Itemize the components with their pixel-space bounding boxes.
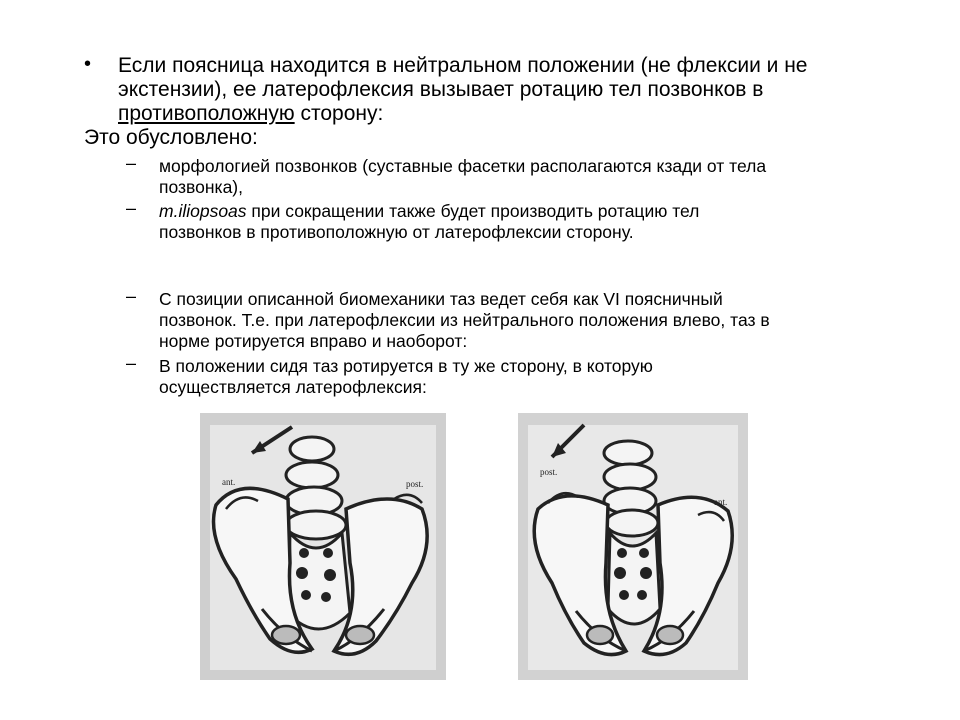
posterior-label: post. bbox=[406, 479, 424, 489]
main-bullet-line-3: противоположную сторону: bbox=[118, 102, 384, 125]
sub-item-3-line-2: позвонок. Т.е. при латерофлексии из нейтрального положения влево, таз в bbox=[159, 310, 770, 330]
posterior-label: post. bbox=[540, 467, 558, 477]
sub-item-2-line-2: позвонков в противоположную от латерофлексии сторону. bbox=[159, 222, 634, 242]
dash-icon: – bbox=[126, 198, 137, 218]
sub-item-1-line-2: позвонка), bbox=[159, 177, 243, 197]
pelvis-figure-right bbox=[518, 413, 748, 680]
pelvis-illustration-right bbox=[518, 413, 748, 680]
sub-item-2-line-1: m.iliopsoas при сокращении также будет производить ротацию тел bbox=[159, 201, 700, 221]
bullet-dot-icon: • bbox=[84, 53, 92, 75]
main-bullet-line-2: экстензии), ее латерофлексия вызывает ротацию тел позвонков в bbox=[118, 78, 764, 101]
sub-item-3-line-1: С позиции описанной биомеханики таз ведет себя как VI поясничный bbox=[159, 289, 723, 309]
sub-item-4-line-1: В положении сидя таз ротируется в ту же сторону, в которую bbox=[159, 356, 653, 376]
dash-icon: – bbox=[126, 353, 137, 373]
subheading: Это обусловлено: bbox=[84, 126, 258, 149]
sub-item-4-line-2: осуществляется латерофлексия: bbox=[159, 377, 427, 397]
sub-item-3-line-3: норме ротируется вправо и наоборот: bbox=[159, 331, 468, 351]
sub-item-1-line-1: морфологией позвонков (суставные фасетки располагаются кзади от тела bbox=[159, 156, 767, 176]
underlined-word: противоположную bbox=[118, 102, 295, 125]
dash-icon: – bbox=[126, 286, 137, 306]
main-bullet-line-1: Если поясница находится в нейтральном положении (не флексии и не bbox=[118, 54, 808, 77]
muscle-name: m.iliopsoas bbox=[159, 201, 247, 221]
pelvis-figure-left bbox=[200, 413, 446, 680]
dash-icon: – bbox=[126, 153, 137, 173]
anterior-label: ant. bbox=[222, 477, 236, 487]
anterior-label: ant. bbox=[714, 497, 728, 507]
pelvis-illustration-left bbox=[200, 413, 446, 680]
